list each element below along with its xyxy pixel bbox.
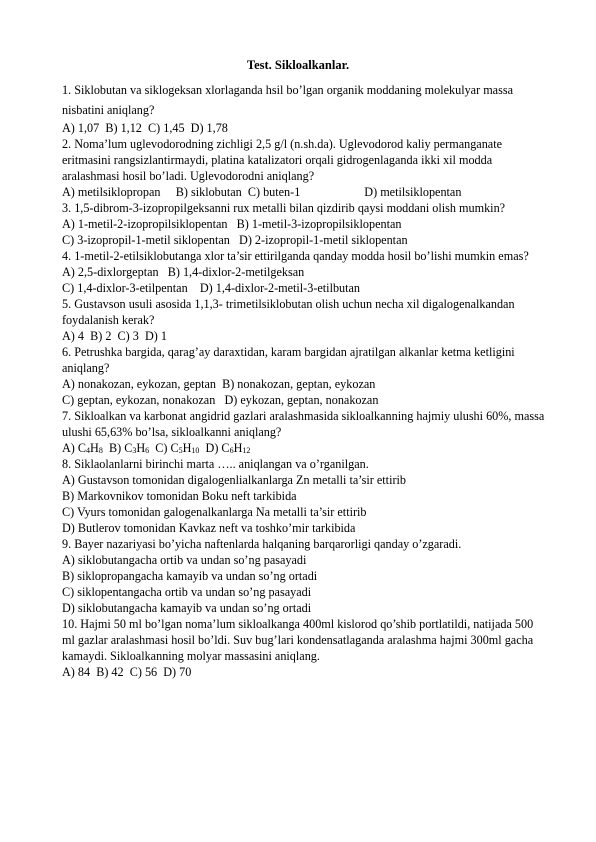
answer-options: C) 1,4-dixlor-3-etilpentan D) 1,4-dixlor-2-metil-3-etilbutan: [62, 281, 361, 295]
answer-option: B) Markovnikov tomonidan Boku neft tarkibida: [62, 489, 297, 503]
question-text: 1. Siklobutan va siklogeksan xlorlaganda hsil bo’lgan organik moddaning molekulyar massa nisbatini aniqlang?: [62, 83, 513, 117]
question-text: 8. Siklaolanlarni birinchi marta ….. aniqlangan va o’rganilgan.: [62, 457, 369, 471]
question-text: 6. Petrushka bargida, qarag’ay daraxtidan, karam bargidan ajratilgan alkanlar ketma ketligini aniqlang?: [62, 345, 515, 375]
answer-options: A) metilsiklopropan B) siklobutan C) buten-1 D) metilsiklopentan: [62, 185, 462, 199]
answer-option: C) siklopentangacha ortib va undan so’ng pasayadi: [62, 585, 312, 599]
option-a: A) $C_4H_8$: [62, 441, 103, 455]
answer-option: A) siklobutangacha ortib va undan so’ng pasayadi: [62, 553, 307, 567]
document-title: Test. Sikloalkanlar.: [246, 58, 350, 72]
question-6: [62, 344, 548, 408]
question-5: [62, 296, 548, 344]
question-text: 10. Hajmi 50 ml bo’lgan noma’lum sikloalkanga 400ml kislorod qo’shib portlatildi, natijada 500 ml gazlar aralashmasi hosil bo’ldi. Suv bug’lari kondensatlaganda aralashma hajmi 300ml gacha kamaydi. Sikloalkanning molyar massasini aniqlang.: [62, 617, 534, 663]
question-text: 7. Sikloalkan va karbonat angidrid gazlari aralashmasida sikloalkanning hajmiy ulushi 60%, massa ulushi 65,63% bo’lsa, sikloalkanni aniqlang?: [62, 409, 545, 439]
question-text: 5. Gustavson usuli asosida 1,1,3- trimetilsiklobutan olish uchun necha xil digalogenalkandan foydalanish kerak?: [62, 297, 515, 327]
question-2: [62, 136, 548, 200]
question-8: [62, 456, 548, 536]
answer-option: D) siklobutangacha kamayib va undan so’ng ortadi: [62, 601, 312, 615]
question-text: 9. Bayer nazariyasi bo’yicha naftenlarda halqaning barqarorligi qanday o’zgaradi.: [62, 537, 462, 551]
answer-options: A) 4 B) 2 C) 3 D) 1: [62, 329, 167, 343]
questions-list: [62, 80, 548, 680]
answer-options: A) 1-metil-2-izopropilsiklopentan B) 1-metil-3-izopropilsiklopentan: [62, 217, 402, 231]
question-7: [62, 408, 548, 456]
answer-option: D) Butlerov tomonidan Kavkaz neft va toshko’mir tarkibida: [62, 521, 356, 535]
question-9: [62, 536, 548, 616]
question-text: 3. 1,5-dibrom-3-izopropilgeksanni rux metalli bilan qizdirib qaysi moddani olish mumkin?: [62, 201, 506, 215]
answer-options: C) 3-izopropil-1-metil siklopentan D) 2-izopropil-1-metil siklopentan: [62, 233, 408, 247]
question-10: [62, 616, 548, 680]
answer-options: A) 84 B) 42 C) 56 D) 70: [62, 665, 192, 679]
answer-option: A) Gustavson tomonidan digalogenlialkanlarga Zn metalli ta’sir ettirib: [62, 473, 406, 487]
answer-options: A) 2,5-dixlorgeptan B) 1,4-dixlor-2-metilgeksan: [62, 265, 305, 279]
question-text: 2. Noma’lum uglevodorodning zichligi 2,5 g/l (n.sh.da). Uglevodorod kaliy permanganate eritmasini rangsizlantirmaydi, platina katalizatori orqali gidrogenlaganda ikki xil modda aralashmasi hosil bo’ladi. Uglevodorodni aniqlang?: [62, 137, 503, 183]
question-text: 4. 1-metil-2-etilsiklobutanga xlor ta’sir ettirilganda qanday modda hosil bo’lishi mumkin emas?: [62, 249, 529, 263]
question-1: [62, 80, 548, 136]
option-d: D) $C_6H_{12}$: [205, 441, 251, 455]
question-4: [62, 248, 548, 296]
option-b: B) $C_3H_6$: [108, 441, 150, 455]
answer-options: [62, 440, 548, 456]
question-3: [62, 200, 548, 248]
answer-options: A) nonakozan, eykozan, geptan B) nonakozan, geptan, eykozan: [62, 377, 376, 391]
option-c: C) $C_5H_{10}$: [155, 441, 200, 455]
answer-options: C) geptan, eykozan, nonakozan D) eykozan, geptan, nonakozan: [62, 393, 379, 407]
answer-option: C) Vyurs tomonidan galogenalkanlarga Na metalli ta’sir ettirib: [62, 505, 367, 519]
answer-options: A) 1,07 B) 1,12 C) 1,45 D) 1,78: [62, 121, 228, 135]
answer-option: B) siklopropangacha kamayib va undan so’ng ortadi: [62, 569, 318, 583]
